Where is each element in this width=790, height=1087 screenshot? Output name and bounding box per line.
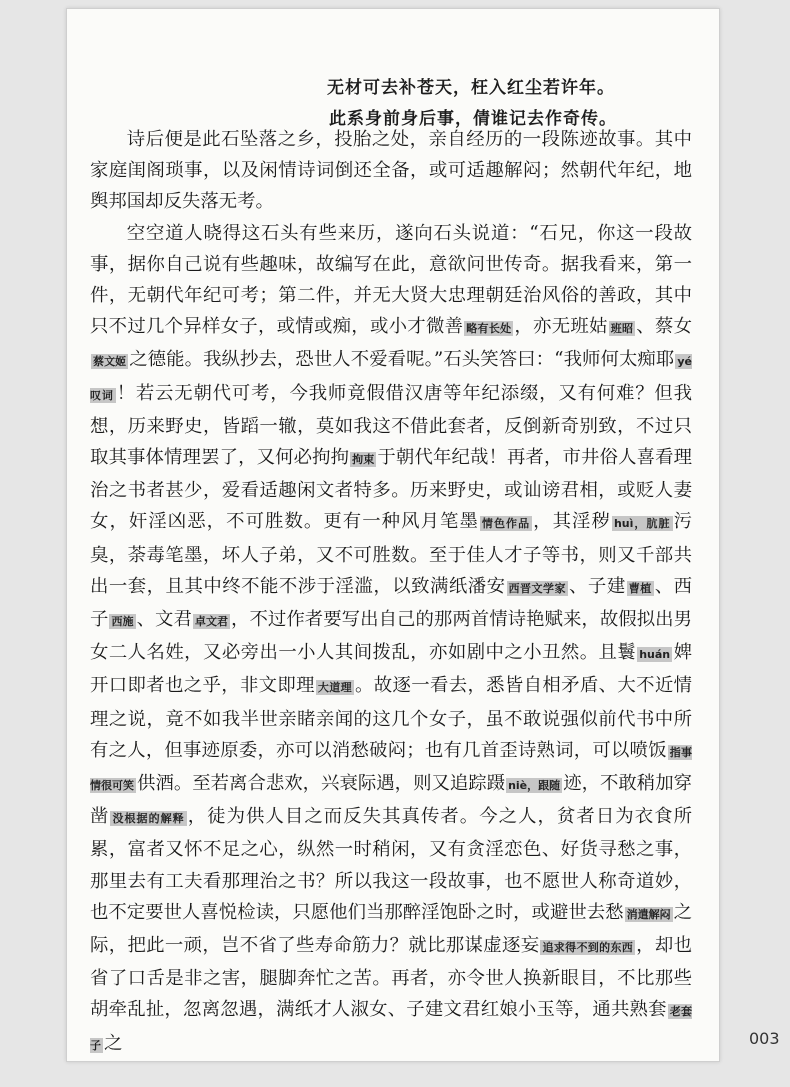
text-run: ，不过作者要写出自己的那两首情诗艳赋来，故假拟出男女二人名姓，又必旁出一小人其间拨乱，亦如剧中之小丑然。且鬟 xyxy=(90,609,692,664)
text-run: 、蔡女 xyxy=(636,316,692,338)
text-run: 供酒。至若离合悲欢，兴衰际遇，则又追踪蹑 xyxy=(137,773,506,795)
gloss-annotation: yé 叹词 xyxy=(90,355,693,402)
text-run: 、文君 xyxy=(136,609,192,631)
text-run: 诗后便是此石坠落之乡，投胎之处，亲自经历的一段陈迹故事。其中家庭闺阁琐事，以及闲情诗词倒还全备，或可适趣解闷；然朝代年纪，地舆邦国却反失落无考。 xyxy=(90,129,692,213)
gloss-annotation: 指事情很可笑 xyxy=(90,745,692,793)
text-run: 婢开口即者也之乎，非文即理 xyxy=(90,642,692,697)
gloss-annotation: 西施 xyxy=(111,615,134,629)
gloss-annotation: 蔡文姬 xyxy=(93,355,127,369)
poem-line-1: 无材可去补苍天，枉入红尘若许年。 xyxy=(327,78,615,98)
text-run: ，却也省了口舌是非之害，腿脚奔忙之苦。再者，亦令世人换新眼目，不比那些胡牵乱扯，忽离忽遇，满纸才人淑女、子建文君红娘小玉等，通共熟套 xyxy=(90,935,692,1021)
gloss-annotation: 情色作品 xyxy=(481,517,531,531)
text-run: ！若云无朝代可考，今我师竟假借汉唐等年纪添缀，又有何难？但我想，历来野史，皆蹈一辙，莫如我这不借此套者，反倒新奇别致，不过只取其事体情理罢了，又何必拘拘 xyxy=(90,382,692,469)
gloss-annotation: 卓文君 xyxy=(194,615,229,629)
text-run: 空空道人晓得这石头有些来历，遂向石头说道：“石兄，你这一段故事，据你自己说有些趣味，故编写在此，意欲问世传奇。据我看来，第一件，无朝代年纪可考；第二件，并无大贤大忠理朝廷治风俗的善政，其中只不过几个异样女子，或情或痴，或小才微善 xyxy=(90,222,692,338)
text-run: ，其淫秽 xyxy=(533,511,611,533)
text-run: 。故逐一看去，悉皆自相矛盾、大不近情理之说，竟不如我半世亲睹亲闻的这几个女子，虽不敢说强似前代书中所有之人，但事迹原委，亦可以消愁破闷；也有几首歪诗熟词，可以喷饭 xyxy=(90,675,692,761)
gloss-annotation: huán xyxy=(639,648,671,662)
body-text xyxy=(90,124,692,1061)
gloss-annotation: huì，肮脏 xyxy=(613,517,671,531)
gloss-annotation: niè，跟随 xyxy=(508,779,561,793)
text-run: 污臭，荼毒笔墨，坏人子弟，又不可胜数。至于佳人才子等书，则又千部共出一套，且其中终不能不涉于淫滥，以致满纸潘安 xyxy=(90,511,692,597)
text-run: 于朝代年纪哉！再者，市井俗人喜看理治之书者甚少，爱看适趣闲文者特多。历来野史，或讪谤君相，或贬人妻女，奸淫凶恶，不可胜数。更有一种风月笔墨 xyxy=(90,447,692,533)
gloss-annotation: 拘束 xyxy=(352,453,375,467)
gloss-annotation: 追求得不到的东西 xyxy=(542,941,634,955)
text-run: 之际，把此一顽，岂不省了些寿命筋力？就比那谋虚逐妄 xyxy=(90,901,692,957)
text-run: 、西子 xyxy=(90,575,692,631)
gloss-annotation: 消遣解闷 xyxy=(626,907,671,921)
text-run: ，徒为供人目之而反失其真传者。今之人，贫者日为衣食所累，富者又怀不足之心，纵然一时稍闲，又有贪淫恋色、好货寻愁之事，那里去有工夫看那理治之书？所以我这一段故事，也不愿世人称奇道妙，也不定要世人喜悦检读，只愿他们当那醉淫饱卧之时，或避世去愁 xyxy=(90,806,692,923)
gloss-annotation: 曹植 xyxy=(628,581,652,595)
text-run: ，亦无班姑 xyxy=(514,316,608,338)
gloss-annotation: 老套子 xyxy=(90,1005,692,1052)
gloss-annotation: 班昭 xyxy=(610,322,634,336)
gloss-annotation: 没根据的解释 xyxy=(112,812,185,826)
page-number: 003 xyxy=(749,1029,780,1048)
text-run: 、子建 xyxy=(569,575,626,597)
poem-line-2: 此系身前身后事，倩谁记去作奇传。 xyxy=(329,109,617,129)
gloss-annotation: 西晋文学家 xyxy=(508,581,567,595)
text-run: 之 xyxy=(104,1032,123,1054)
gloss-annotation: 大道理 xyxy=(317,681,352,695)
text-run: 迹，不敢稍加穿凿 xyxy=(90,773,692,828)
paragraph xyxy=(90,218,692,1061)
gloss-annotation: 略有长处 xyxy=(466,322,512,336)
paragraph xyxy=(90,124,692,218)
text-run: 之德能。我纵抄去，恐世人不爱看呢。”石头笑答曰：“我师何太痴耶 xyxy=(129,349,675,371)
